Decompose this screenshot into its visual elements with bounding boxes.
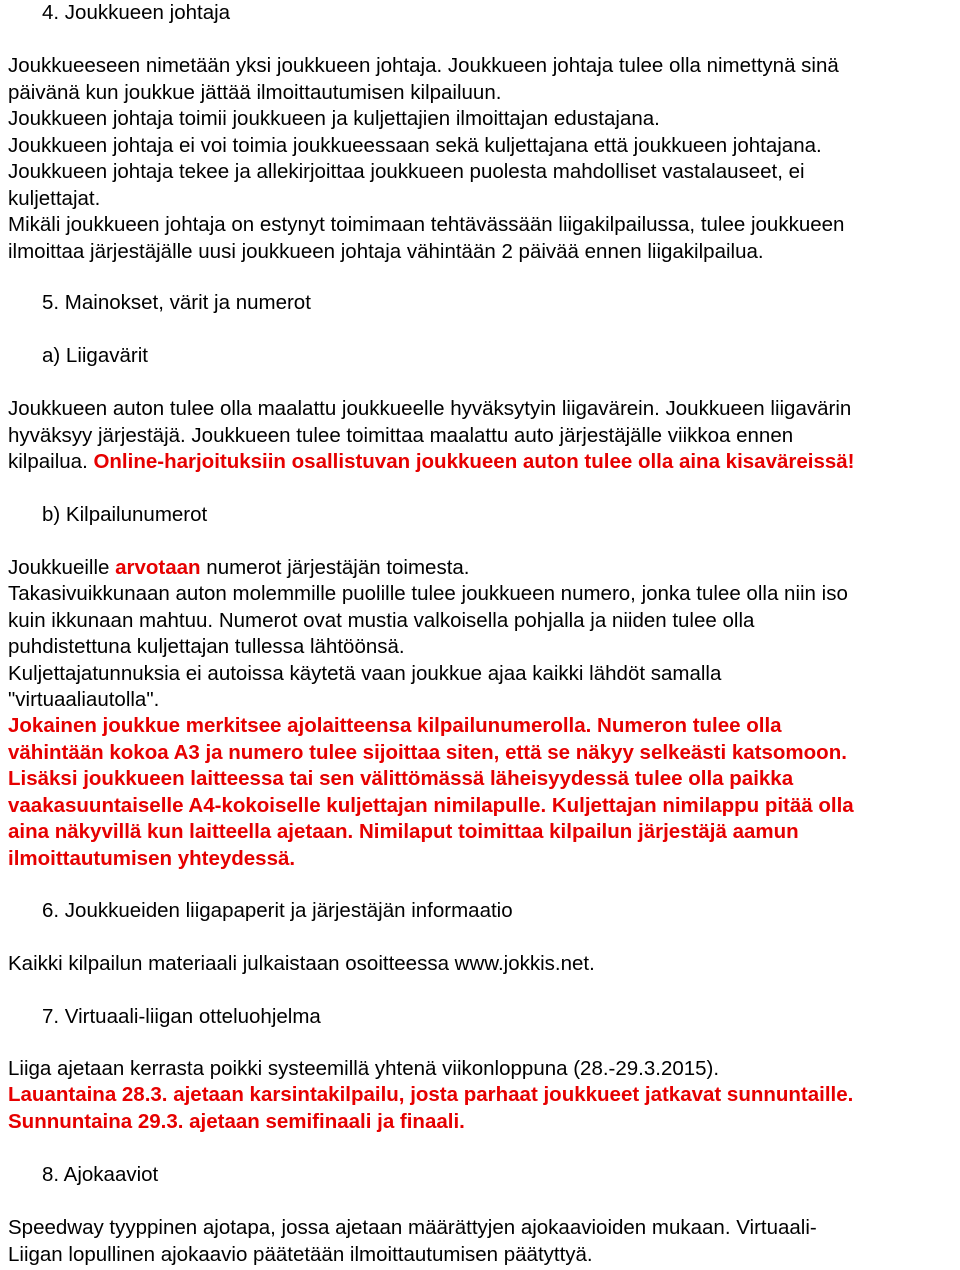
section-6-text: Kaikki kilpailun materiaali julkaistaan osoitteessa www.jokkis.net.: [8, 952, 595, 975]
section-5b-intro-pre: Joukkueille: [8, 556, 116, 579]
section-4-heading: 4. Joukkueen johtaja: [42, 1, 231, 24]
section-6-heading-text: 6. Joukkueiden liigapaperit ja järjestäjän informaatio: [42, 899, 513, 922]
section-7-highlight: Lauantaina 28.3. ajetaan karsintakilpailu, josta parhaat joukkueet jatkavat sunnuntaille. Sunnuntaina 29.3. ajetaan semifinaali ja finaali.: [8, 1083, 854, 1133]
section-5b-intro-post: numerot järjestäjän toimesta.: [200, 556, 470, 579]
section-5a-body: Joukkueen auton tulee olla maalattu joukkueelle hyväksytyin liigavärein. Joukkueen liigavärin hyväksyy järjestäjä. Joukkueen tulee toimittaa maalattu auto järjestäjälle viikkoa ennen kilpailua.: [8, 397, 852, 473]
section-5b-intro-highlight: arvotaan: [115, 556, 201, 579]
section-5a-highlight: Online-harjoituksiin osallistuvan joukkueen auton tulee olla aina kisaväreissä!: [93, 450, 855, 473]
section-7-text: Liiga ajetaan kerrasta poikki systeemillä yhtenä viikonloppuna (28.-29.3.2015).: [8, 1057, 720, 1080]
section-5b-highlight: Jokainen joukkue merkitsee ajolaitteensa kilpailunumerolla. Numeron tulee olla vähintään kokoa A3 ja numero tulee sijoittaa siten, että se näkyy selkeästi katsomoon. Lisäksi joukkueen laitteessa tai sen välittömässä läheisyydessä tulee olla paikka vaakasuuntaiselle A4-kokoiselle kuljettajan nimilapulle. Kuljettajan nimilappu pitää olla aina näkyvillä kun laitteella ajetaan. Nimilaput toimittaa kilpailun järjestäjä aamun ilmoittautumisen yhteydessä.: [8, 714, 854, 870]
section-7-heading: [8, 1004, 958, 1031]
section-8-heading-text: 8. Ajokaaviot: [42, 1163, 159, 1186]
section-4-text: Joukkueeseen nimetään yksi joukkueen johtaja. Joukkueen johtaja tulee olla nimettynä sinä päivänä kun joukkue jättää ilmoittautumisen kilpailuun. Joukkueen johtaja toimii joukkueen ja kuljettajien ilmoittajan edustajana. Joukkueen johtaja ei voi toimia joukkueessaan sekä kuljettajana että joukkueen johtajana. Joukkueen johtaja tekee ja allekirjoittaa joukkueen puolesta mahdolliset vastalauseet, ei kuljettajat. Mikäli joukkueen johtaja on estynyt toimimaan tehtävässään liigakilpailussa, tulee joukkueen ilmoittaa järjestäjälle uusi joukkueen johtaja vähintään 2 päivää ennen liigakilpailua.: [8, 54, 845, 263]
section-5b-heading-text: b) Kilpailunumerot: [42, 503, 208, 526]
section-5-heading: [8, 290, 958, 317]
section-5b-intro: [8, 555, 958, 582]
section-5-heading-text: 5. Mainokset, värit ja numerot: [42, 291, 311, 314]
section-5a-heading-text: a) Liigavärit: [42, 344, 148, 367]
section-7-heading-text: 7. Virtuaali-liigan otteluohjelma: [42, 1005, 321, 1028]
section-6-heading: [8, 898, 958, 925]
section-5b-heading: [8, 502, 958, 529]
section-8-text: Speedway tyyppinen ajotapa, jossa ajetaan määrättyjen ajokaavioiden mukaan. Virtuaali- Liigan lopullinen ajokaavio päätetään ilmoittautumisen päätyttyä.: [8, 1216, 817, 1266]
section-5b-text: Takasivuikkunaan auton molemmille puolille tulee joukkueen numero, jonka tulee olla niin iso kuin ikkunaan mahtuu. Numerot ovat mustia valkoisella pohjalla ja niiden tulee olla puhdistettuna kuljettajan tullessa lähtöönsä. Kuljettajatunnuksia ei autoissa käytetä vaan joukkue ajaa kaikki lähdöt samalla "virtuaaliautolla".: [8, 582, 848, 711]
section-5a-heading: [8, 343, 958, 370]
section-5a-text: [8, 396, 958, 476]
section-8-heading: [8, 1162, 958, 1189]
